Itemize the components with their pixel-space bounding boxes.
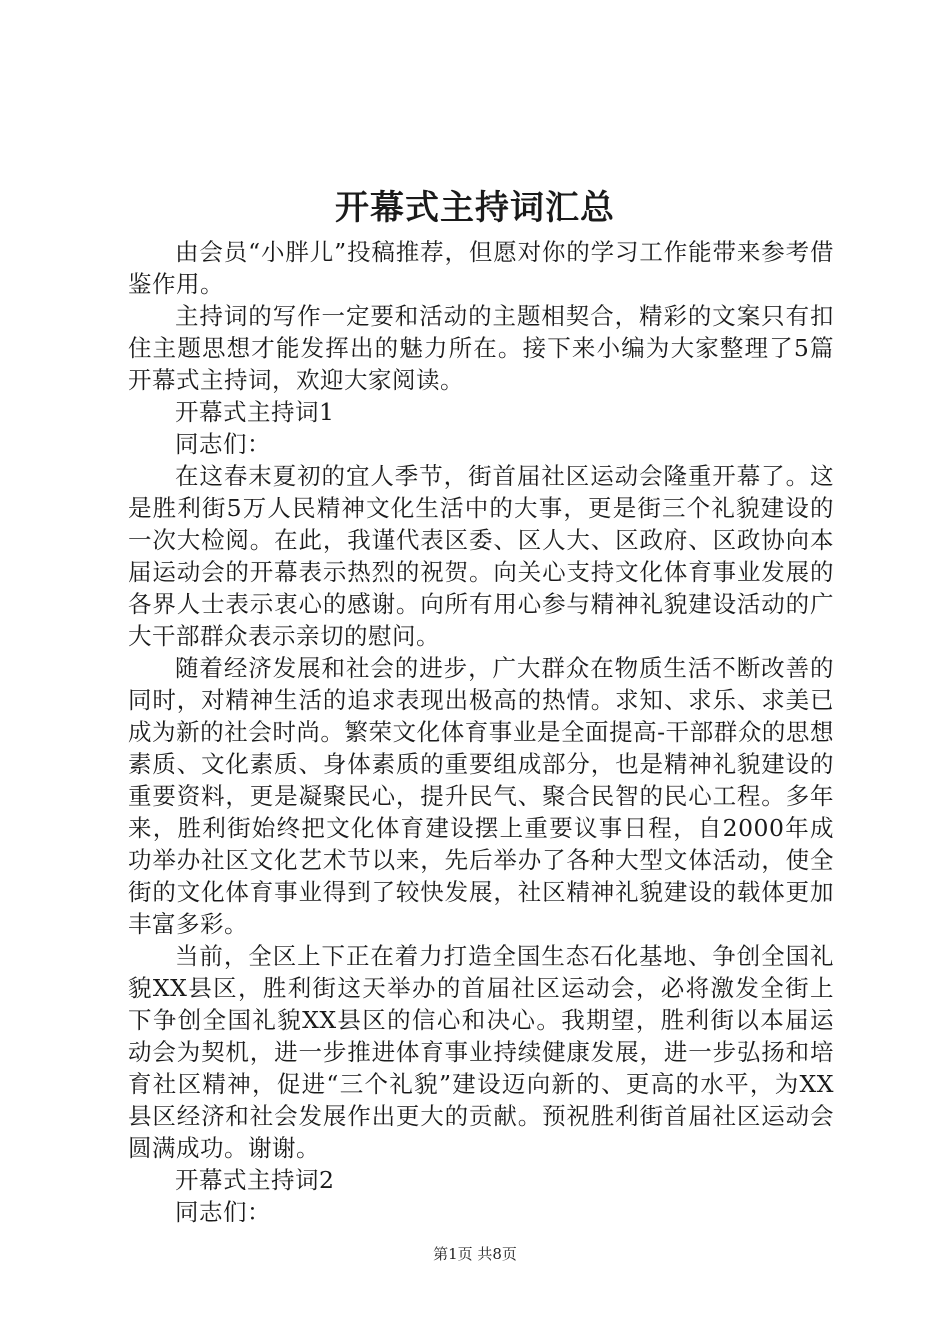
document-body [128,236,834,1228]
salutation: 同志们： [175,1198,271,1226]
intro-paragraph: 主持词的写作一定要和活动的主题相契合，精彩的文案只有扣住主题思想才能发挥出的魅力所在。接下来小编为大家整理了5篇开幕式主持词，欢迎大家阅读。 [128,302,834,394]
page-footer: 第1页 共8页 [433,1245,517,1263]
document-title: 开幕式主持词汇总 [335,188,615,228]
body-paragraph: 在这春末夏初的宜人季节，街首届社区运动会隆重开幕了。这是胜利街5万人民精神文化生活中的大事，更是街三个礼貌建设的一次大检阅。在此，我谨代表区委、区人大、区政府、区政协向本届运动会的开幕表示热烈的祝贺。向关心支持文化体育事业发展的各界人士表示衷心的感谢。向所有用心参与精神礼貌建设活动的广大干部群众表示亲切的慰问。 [128,462,834,650]
salutation: 同志们： [175,430,271,458]
intro-paragraph: 由会员“小胖儿”投稿推荐，但愿对你的学习工作能带来参考借鉴作用。 [128,238,834,298]
body-paragraph: 当前，全区上下正在着力打造全国生态石化基地、争创全国礼貌XX县区，胜利街这天举办的首届社区运动会，必将激发全街上下争创全国礼貌XX县区的信心和决心。我期望，胜利街以本届运动会为契机，进一步推进体育事业持续健康发展，进一步弘扬和培育社区精神，促进“三个礼貌”建设迈向新的、更高的水平，为XX县区经济和社会发展作出更大的贡献。预祝胜利街首届社区运动会圆满成功。谢谢。 [128,942,834,1162]
section-heading: 开幕式主持词2 [175,1166,335,1194]
body-paragraph: 随着经济发展和社会的进步，广大群众在物质生活不断改善的同时，对精神生活的追求表现出极高的热情。求知、求乐、求美已成为新的社会时尚。繁荣文化体育事业是全面提高-干部群众的思想素质、文化素质、身体素质的重要组成部分，也是精神礼貌建设的重要资料，更是凝聚民心，提升民气、聚合民智的民心工程。多年来，胜利街始终把文化体育建设摆上重要议事日程，自2000年成功举办社区文化艺术节以来，先后举办了各种大型文体活动，使全街的文化体育事业得到了较快发展，社区精神礼貌建设的载体更加丰富多彩。 [128,654,834,938]
section-heading: 开幕式主持词1 [175,398,335,426]
